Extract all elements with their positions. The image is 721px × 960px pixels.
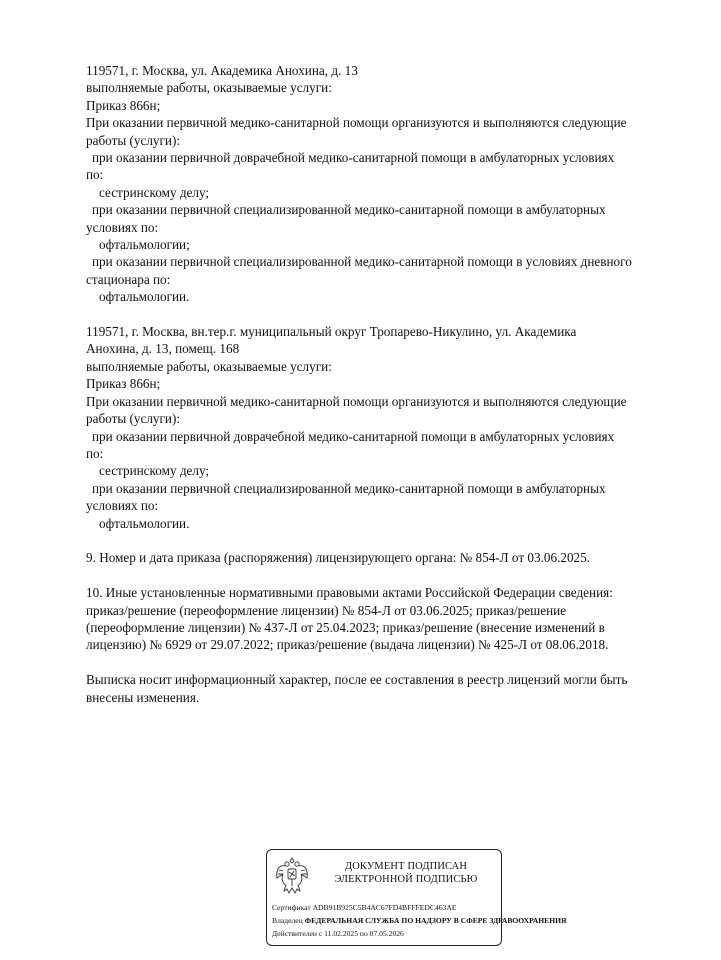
text-line: сестринскому делу; [99, 463, 210, 479]
text-line: условиях по: [86, 498, 159, 514]
text-line: условиях по: [86, 219, 159, 235]
text-line: работы (услуги): [86, 411, 181, 427]
text-line: работы (услуги): [86, 132, 181, 148]
electronic-signature-stamp [266, 849, 567, 946]
text-block [86, 584, 691, 654]
text-line: 119571, г. Москва, ул. Академика Анохина, д. 13 [86, 63, 358, 78]
owner-label: Владелец [272, 916, 303, 925]
owner-value: ФЕДЕРАЛЬНАЯ СЛУЖБА ПО НАДЗОРУ В СФЕРЕ ЗДРАВООХРАНЕНИЯ [304, 916, 567, 925]
text-line: лицензию) № 6929 от 29.07.2022; приказ/решение (выдача лицензии) № 425-Л от 08.06.2018. [86, 637, 609, 653]
text-block [86, 323, 691, 532]
certificate-value: ADB91B925C5B4AC67FD4BFFFEDC463AE [312, 903, 457, 912]
text-line: по: [86, 445, 104, 461]
text-line: по: [86, 167, 104, 183]
text-line: выполняемые работы, оказываемые услуги: [86, 358, 332, 374]
text-line: 119571, г. Москва, вн.тер.г. муниципальный округ Тропарево-Никулино, ул. Академика [86, 324, 577, 340]
text-block [86, 549, 691, 566]
text-block [86, 62, 691, 306]
text-line: приказ/решение (переоформление лицензии) № 854-Л от 03.06.2025; приказ/решение [86, 602, 567, 618]
text-line: офтальмологии; [99, 237, 190, 253]
text-line: 9. Номер и дата приказа (распоряжения) лицензирующего органа: № 854-Л от 03.06.2025. [86, 550, 591, 566]
text-line: при оказании первичной специализированной медико-санитарной помощи в амбулаторных [92, 480, 606, 496]
stamp-owner [272, 916, 567, 926]
text-line: внесены изменения. [86, 689, 200, 705]
stamp-validity: Действителен с 11.02.2025 по 07.05.2026 [272, 929, 404, 938]
text-line: выполняемые работы, оказываемые услуги: [86, 80, 332, 96]
text-line: Анохина, д. 13, помещ. 168 [86, 341, 240, 357]
coat-of-arms-icon [274, 854, 310, 898]
text-line: при оказании первичной доврачебной медико-санитарной помощи в амбулаторных условиях [92, 428, 615, 444]
text-line: 10. Иные установленные нормативными правовыми актами Российской Федерации сведения: [86, 585, 613, 601]
text-line: При оказании первичной медико-санитарной помощи организуются и выполняются следующие [86, 115, 627, 131]
text-line: при оказании первичной специализированной медико-санитарной помощи в условиях дневного [92, 254, 632, 270]
text-line: При оказании первичной медико-санитарной помощи организуются и выполняются следующие [86, 393, 627, 409]
text-line: Выписка носит информационный характер, после ее составления в реестр лицензий могли быть [86, 672, 628, 688]
stamp-title-line-2: ЭЛЕКТРОННОЙ ПОДПИСЬЮ [334, 874, 478, 885]
text-line: (переоформление лицензии) № 437-Л от 25.04.2023; приказ/решение (внесение изменений в [86, 619, 605, 635]
text-block [86, 671, 691, 706]
text-line: при оказании первичной доврачебной медико-санитарной помощи в амбулаторных условиях [92, 150, 615, 166]
document-body [86, 62, 691, 723]
text-line: стационара по: [86, 271, 171, 287]
text-line: офтальмологии. [99, 289, 190, 305]
text-line: при оказании первичной специализированной медико-санитарной помощи в амбулаторных [92, 202, 606, 218]
stamp-title-line-1: ДОКУМЕНТ ПОДПИСАН [344, 861, 468, 872]
certificate-label: Сертификат [272, 903, 311, 912]
stamp-certificate [272, 903, 456, 913]
stamp-title [311, 860, 501, 886]
text-line: Приказ 866н; [86, 97, 161, 113]
text-line: Приказ 866н; [86, 376, 161, 392]
text-line: сестринскому делу; [99, 184, 210, 200]
text-line: офтальмологии. [99, 515, 190, 531]
